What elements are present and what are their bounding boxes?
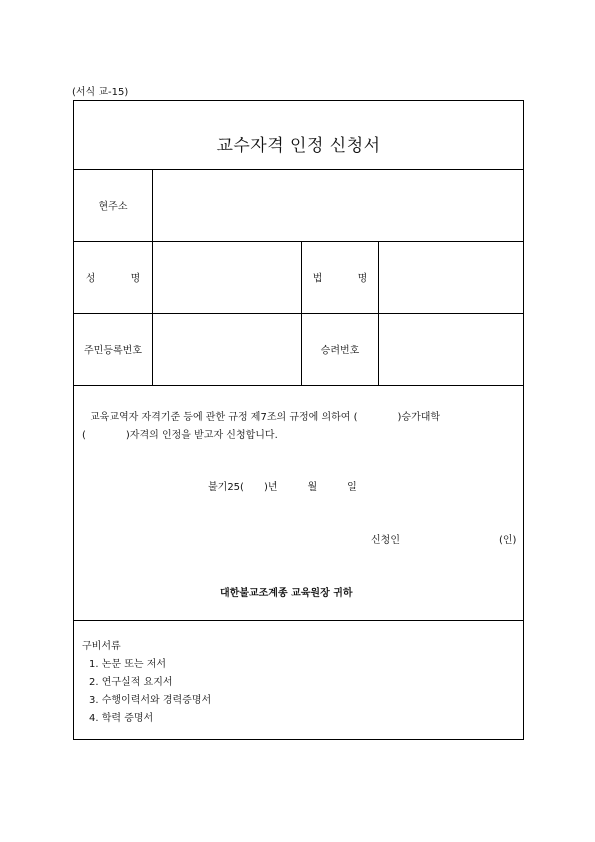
form-title: 교수자격 인정 신청서 [216,136,381,156]
list-item: 3. 수행이력서와 경력증명서 [89,695,212,706]
dharma-name-label: 법 명 [312,273,384,285]
divider [74,385,523,386]
divider [74,620,523,621]
applicant-label: 신청인 [371,535,400,546]
seal-mark: (인) [499,535,517,546]
address-label: 현주소 [98,201,128,213]
statement-line-1: 교육교역자 자격기준 등에 관한 규정 제7조의 규정에 의하여 ( )승가대학 [90,412,441,423]
statement-line-2: ( )자격의 인정을 받고자 신청합니다. [82,430,278,441]
form-code: (서식 교-15) [72,87,129,98]
name-field[interactable] [153,242,301,313]
divider [301,241,302,385]
list-item: 2. 연구실적 요지서 [89,677,173,688]
documents-heading: 구비서류 [82,641,121,652]
dharma-name-field[interactable] [379,242,523,313]
addressee: 대한불교조계종 교육원장 귀하 [220,588,353,599]
resident-number-label: 주민등록번호 [84,345,142,357]
application-form [73,100,524,740]
required-documents [82,638,211,728]
monk-number-field[interactable] [379,314,523,385]
resident-number-field[interactable] [153,314,301,385]
list-item: 1. 논문 또는 저서 [89,659,167,670]
list-item: 4. 학력 증명서 [89,713,154,724]
address-field[interactable] [153,170,523,241]
application-date: 불기25( )년 월 일 [208,482,357,493]
monk-number-label: 승려번호 [320,345,360,357]
name-label: 성 명 [85,273,157,285]
